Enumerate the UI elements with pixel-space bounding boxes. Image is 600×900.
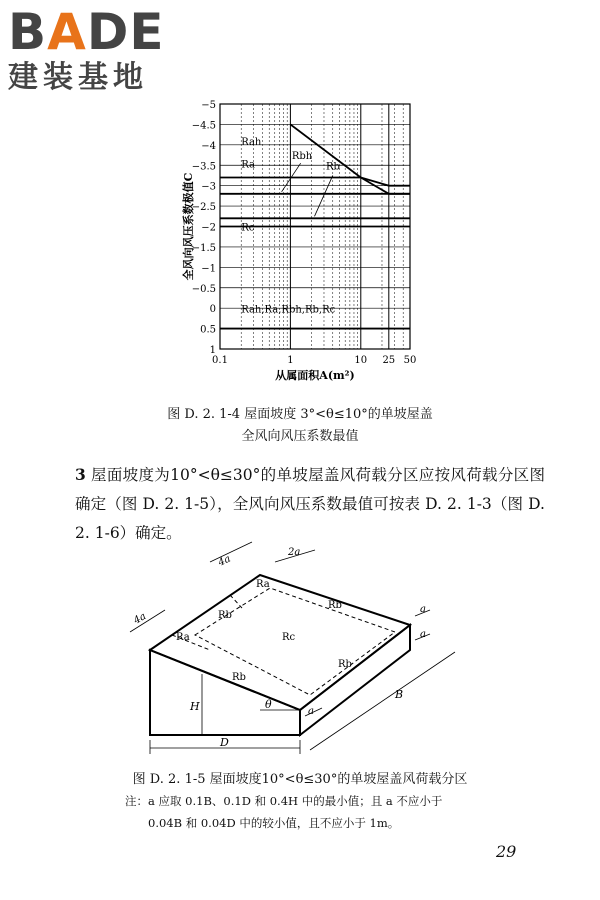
- y-tick-label: −1: [201, 263, 216, 275]
- zone-label-rb-right: Rb: [338, 659, 352, 670]
- roof-front-face: [150, 650, 300, 735]
- series-annotation: Rb: [325, 161, 340, 173]
- figure1-caption-line2: 全风向风压系数最值: [241, 429, 359, 444]
- logo-brand: BADE: [8, 3, 165, 61]
- zone-label-ra-top: Ra: [256, 579, 270, 590]
- roof-zoning-diagram: [110, 540, 470, 765]
- figure1-caption-line1: 图 D. 2. 1-4 屋面坡度 3°<θ≤10°的单坡屋盖: [167, 407, 433, 422]
- annotation-arrow: [315, 175, 333, 216]
- logo-subtitle: 建装基地: [8, 60, 148, 95]
- series-annotation: Rbh: [291, 151, 313, 163]
- series-annotation: Ra: [241, 159, 255, 171]
- dim-a-right-top: a: [420, 604, 426, 615]
- logo: [8, 3, 165, 96]
- dim-a-right: a: [420, 629, 426, 640]
- x-axis-label: 从属面积A(m²): [275, 369, 355, 382]
- y-tick-label: −0.5: [191, 283, 216, 295]
- x-tick-label: 1: [287, 355, 294, 366]
- page-number: 29: [496, 842, 517, 861]
- x-tick-label: 50: [403, 355, 417, 366]
- y-tick-label: −1.5: [191, 242, 216, 254]
- angle-theta: θ: [265, 698, 272, 711]
- zone-label-ra-left: Ra: [176, 632, 190, 643]
- dim-a-front: a: [308, 706, 314, 717]
- series-annotation: Rah,Ra,Rbh,Rb,Rc: [241, 304, 336, 316]
- zone-line-ra-top: [230, 595, 242, 608]
- series-annotation: Rah: [241, 136, 262, 148]
- y-tick-label: −3.5: [191, 161, 216, 173]
- y-tick-label: −2.5: [191, 202, 216, 214]
- note-line1: 注：a 应取 0.1B、0.1D 和 0.4H 中的最小值；且 a 不应小于: [125, 794, 443, 808]
- y-axis-label: 全风向风压系数极值C: [182, 172, 195, 281]
- y-tick-label: −3: [201, 181, 216, 193]
- zone-label-rc: Rc: [282, 632, 296, 643]
- zone-label-rb-right-top: Rb: [328, 600, 342, 611]
- x-tick-label: 25: [382, 355, 396, 366]
- dim-d: D: [220, 736, 229, 749]
- y-tick-label: −4.5: [191, 120, 216, 132]
- body-paragraph: 3 屋面坡度为10°<θ≤30°的单坡屋盖风荷载分区应按风荷载分区图确定（图 D. 2. 1-5），全风向风压系数最值可按表 D. 2. 1-3（图 D. 2. 1-6）确定。: [75, 465, 545, 542]
- zone-label-rb-top: Rb: [218, 610, 232, 621]
- y-tick-label: 1: [209, 345, 216, 356]
- y-tick-label: −2: [201, 222, 216, 234]
- dim-4a-top: 4a: [216, 553, 233, 569]
- figure2-caption: 图 D. 2. 1-5 屋面坡度10°<θ≤30°的单坡屋盖风荷载分区: [132, 772, 468, 787]
- y-tick-label: −5: [201, 100, 216, 111]
- dim-4a-left: 4a: [132, 610, 149, 627]
- dim-b: B: [395, 688, 404, 701]
- note-line2: 0.04B 和 0.04D 中的较小值，且不应小于 1m。: [148, 816, 400, 830]
- wind-pressure-chart: [150, 92, 440, 392]
- x-tick-label: 10: [354, 355, 368, 366]
- roof-side-face: [300, 625, 410, 735]
- zone-label-rb-bottom: Rb: [232, 672, 246, 683]
- dim-h: H: [190, 700, 200, 713]
- y-tick-label: −4: [201, 140, 216, 152]
- series-annotation: Rc: [241, 222, 255, 234]
- dim-2a: 2a: [288, 547, 301, 558]
- y-tick-label: 0.5: [200, 324, 216, 336]
- y-tick-label: 0: [209, 304, 216, 316]
- x-tick-label: 0.1: [212, 355, 228, 366]
